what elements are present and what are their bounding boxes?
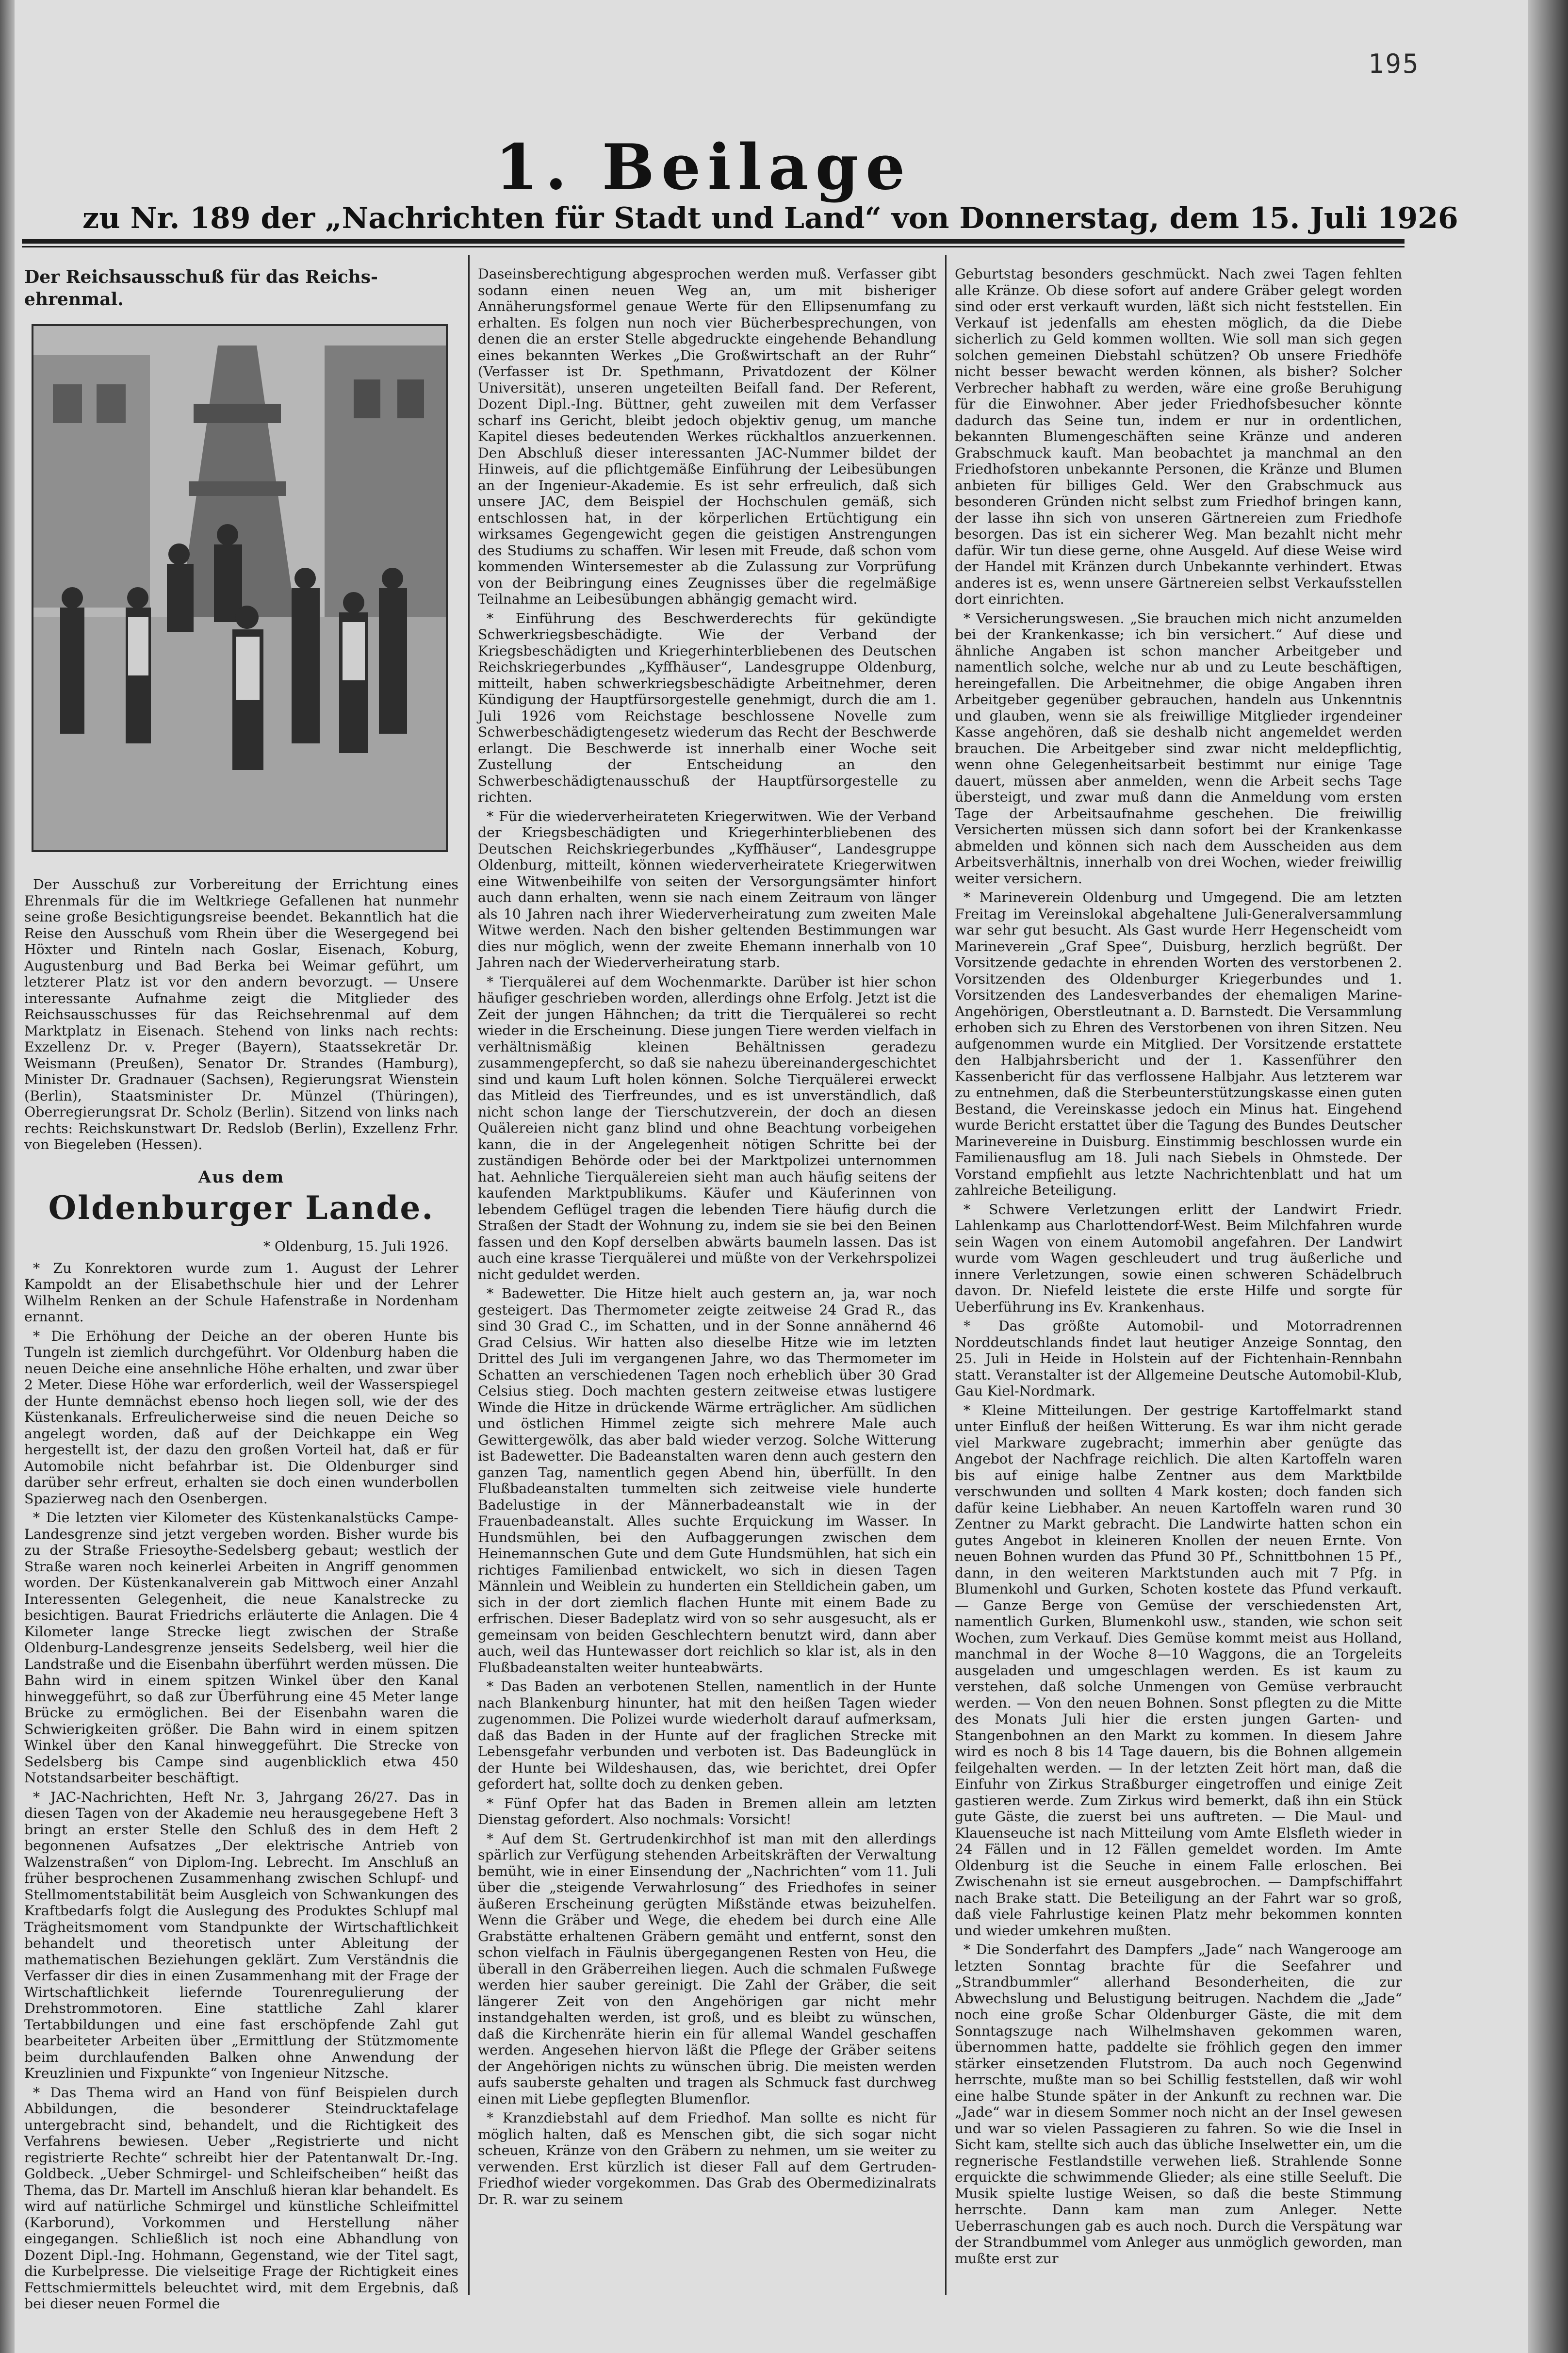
page-number: 195: [1368, 49, 1420, 79]
column-divider-1: [468, 255, 470, 2295]
article-headline-reichsehrenmal: Der Reichsausschuß für das Reichs-ehrenmal.: [24, 267, 378, 310]
masthead-rule-thin: [22, 246, 1405, 247]
news-item: * Das größte Automobil- und Motorradrennen Norddeutschlands findet laut heutiger Anzeige Sonntag, den 25. Juli in Heide in Holstein auf der Fichtenhain-Rennbahn statt. Veranstalter ist der Allgemeine Deutsche Automobil-Klub, Gau Kiel-Nordmark.: [955, 1318, 1402, 1399]
section-kicker: Aus dem: [198, 1167, 285, 1187]
news-item: * Schwere Verletzungen erlitt der Landwirt Friedr. Lahlenkamp aus Charlottendorf-West. Beim Milchfahren wurde sein Wagen von einem Automobil angefahren. Der Landwirt wurde vom Wagen geschleudert und trug äußerliche und innere Verletzungen, sowie einen schweren Schädelbruch davon. Dr. Niefeld leistete die erste Hilfe und sorgte für Ueberführung ins Ev. Krankenhaus.: [955, 1201, 1402, 1315]
masthead-title: 1. Beilage: [495, 131, 912, 204]
photo-image: [33, 326, 446, 850]
news-item: * Das Baden an verbotenen Stellen, namentlich in der Hunte nach Blankenburg hinunter, hat mit den heißen Tagen wieder zugenommen. Die Polizei wurde wiederholt darauf aufmerksam, daß das Baden in der Hunte auf der fraglichen Strecke mit Lebensgefahr verbunden und verboten ist. Das Badeunglück in der Hunte bei Wildeshausen, das, wie berichtet, drei Opfer gefordert hat, sollte doch zu denken geben.: [478, 1678, 936, 1792]
masthead-subtitle: zu Nr. 189 der „Nachrichten für Stadt und Land“ von Donnerstag, dem 15. Juli 1926: [82, 201, 1458, 235]
news-item: * Das Thema wird an Hand von fünf Beispielen durch Abbildungen, die besonderer Steindrucktafelage untergebracht sind, behandelt, und die Richtigkeit des Verfahrens bewiesen. Ueber „Registrierte und nicht registrierte Rechte“ schreibt hier der Patentanwalt Dr.-Ing. Goldbeck. „Ueber Schmirgel- und Schleifscheiben“ heißt das Thema, das Dr. Martell im Anschluß hieran klar behandelt. Es wird auf natürliche Schmirgel und künstliche Schleifmittel (Karborund), Vorkommen und Herstellung näher eingegangen. Schließlich ist noch eine Abhandlung von Dozent Dipl.-Ing. Hohmann, Gegenstand, wie der Titel sagt, die Kurbelpresse. Die vielseitige Frage der Richtigkeit eines Fettschmiermittels beleuchtet wird, mit dem Ergebnis, daß bei dieser neuen Formel die: [24, 2084, 458, 2312]
dateline: * Oldenburg, 15. Juli 1926.: [263, 1238, 449, 1254]
group-photo: [32, 324, 448, 852]
news-item: * Fünf Opfer hat das Baden in Bremen allein am letzten Dienstag gefordert. Also nochmals: Vorsicht!: [478, 1795, 936, 1827]
news-item: * Zu Konrektoren wurde zum 1. August der Lehrer Kampoldt an der Elisabethschule hier und der Lehrer Wilhelm Renken an der Schule Hafenstraße in Nordenham ernannt.: [24, 1260, 458, 1325]
news-item: * Die letzten vier Kilometer des Küstenkanalstücks Campe-Landesgrenze sind jetzt vergeben worden. Bisher wurde bis zu der Straße Friesoythe-Sedelsberg gebaut; westlich der Straße waren noch keinerlei Arbeiten in Angriff genommen worden. Der Küstenkanalverein gab Mittwoch einer Anzahl Interessenten Gelegenheit, die neue Kanalstrecke zu besichtigen. Baurat Friedrichs erläuterte die Anlagen. Die 4 Kilometer lange Strecke liegt zwischen der Straße Oldenburg-Landesgrenze jenseits Sedelsberg, weil hier die Landstraße und die Eisenbahn überführt werden müssen. Die Bahn wird in einem spitzen Winkel über den Kanal hinweggeführt, so daß zur Überführung eine 45 Meter lange Brücke zu ermöglichen. Bei der Eisenbahn waren die Schwierigkeiten größer. Die Bahn wird in einem spitzen Winkel über den Kanal hinweggeführt. Die Strecke von Sedelsberg bis Campe sind augenblicklich etwa 450 Notstandsarbeiter beschäftigt.: [24, 1510, 458, 1786]
news-item: * Versicherungswesen. „Sie brauchen mich nicht anzumelden bei der Krankenkasse; ich bin versichert.“ Auf diese und ähnliche Angaben ist schon mancher Arbeitgeber und namentlich solche, welche nur ab und zu Leute beschäftigen, hereingefallen. Die Arbeitnehmer, die obige Angaben ihren Arbeitgeber gegenüber gebrauchen, handeln aus Unkenntnis und glauben, wenn sie als freiwillige Mitglieder irgendeiner Kasse angehören, daß sie deshalb nicht angemeldet werden brauchen. Die Arbeitgeber sind zwar nicht meldepflichtig, wenn ohne Gelegenheitsarbeit bestimmt nur einige Tage dauert, müssen aber anmelden, wenn die Arbeit sechs Tage übersteigt, und zwar muß dann die Anmeldung vom ersten Tage der Arbeitsaufnahme geschehen. Die freiwillig Versicherten müssen sich dann sofort bei der Krankenkasse abmelden und können sich nach dem Ausscheiden aus dem Arbeitsverhältnis, innerhalb von drei Wochen, wieder freiwillig weiter versichern.: [955, 610, 1402, 887]
news-item: * Auf dem St. Gertrudenkirchhof ist man mit den allerdings spärlich zur Verfügung stehenden Arbeitskräften der Verwaltung bemüht, wie in einer Einsendung der „Nachrichten“ vom 11. Juli über die „steigende Verwahrlosung“ des Friedhofes in seiner äußeren Erscheinung gerügten Mißstände etwas beizuhelfen. Wenn die Gräber und Wege, die ehedem bei durch eine Alle Grabstätte erhaltenen Gräbern gemäht und entfernt, sonst den schon vielfach in Fäulnis übergegangenen Resten von Heu, die überall in den Gräberreihen liegen. Auch die schmalen Fußwege werden hier sauber gereinigt. Die Zahl der Gräber, die seit längerer Zeit von den Angehörigen gar nicht mehr instandgehalten werden, ist groß, und es bleibt zu wünschen, daß die Kirchenräte hierin ein für allemal Wandel geschaffen werden. Angesehen hiervon läßt die Pflege der Gräber seitens der Angehörigen nichts zu wünschen übrig. Die meisten werden aufs sauberste gehalten und tragen als Schmuck fast durchweg einen mit Liebe gepflegten Blumenflor.: [478, 1830, 936, 2107]
news-item: * Badewetter. Die Hitze hielt auch gestern an, ja, war noch gesteigert. Das Thermometer zeigte zeitweise 24 Grad R., das sind 30 Grad C., im Schatten, und in der Sonne annähernd 46 Grad Celsius. Wir hatten also dieselbe Hitze wie im letzten Drittel des Juli im vergangenen Jahre, wo das Thermometer im Schatten an verschiedenen Tagen noch erheblich über 30 Grad Celsius stieg. Doch machten gestern zeitweise etwas lustigere Winde die Hitze in drückende Wärme erträglicher. Am südlichen und östlichen Himmel zeigte sich mehrere Male auch Gewittergewölk, das aber bald wieder verzog. Solche Witterung ist Badewetter. Die Badeanstalten waren denn auch gestern den ganzen Tag, namentlich gegen Abend hin, überfüllt. In den Flußbadeanstalten tummelten sich zeitweise viele hunderte Badelustige in der Männerbadeanstalt wie in der Frauenbadeanstalt. Alles suchte Erquickung im Wasser. In Hundsmühlen, bei den Aufbaggerungen zwischen dem Heinemannschen Gute und dem Gute Hundsmühlen, hat sich ein richtiges Familienbad entwickelt, wo sich in diesen Tagen Männlein und Weiblein zu hunderten ein Stelldichein gaben, um sich in der dort ziemlich flachen Hunte mit einem Bade zu erfrischen. Dieser Badeplatz wird von so sehr ausgesucht, als er gemeinsam von beiden Geschlechtern benutzt wird, dann aber auch, weil das Huntewasser dort reichlich so klar ist, als in den Flußbadeanstalten weiter hunteabwärts.: [478, 1285, 936, 1676]
news-item: * Einführung des Beschwerderechts für gekündigte Schwerkriegsbeschädigte. Wie der Verband der Kriegsbeschädigten und Kriegerhinterbliebenen des Deutschen Reichskriegerbundes „Kyffhäuser“, Landesgruppe Oldenburg, mitteilt, haben schwerkriegsbeschädigte Arbeitnehmer, deren Kündigung der Hauptfürsorgestelle genehmigt, durch die am 1. Juli 1926 vom Reichstage beschlossene Novelle zum Schwerbeschädigtengesetz wiederum das Recht der Beschwerde erlangt. Die Beschwerde ist innerhalb einer Woche seit Zustellung der Entscheidung an den Schwerbeschädigtenausschuß der Hauptfürsorgestelle zu richten.: [478, 610, 936, 805]
column-2: [478, 266, 936, 2294]
news-item: * Die Sonderfahrt des Dampfers „Jade“ nach Wangerooge am letzten Sonntag brachte für die Seefahrer und „Strandbummler“ allerhand Besonderheiten, die zur Abwechslung und Belustigung beitrugen. Nachdem die „Jade“ noch eine große Schar Oldenburger Gäste, die mit dem Sonntagszuge nach Wilhelmshaven gekommen waren, übernommen hatte, paddelte sie fröhlich gegen den immer stärker einsetzenden Flutstrom. Da auch noch Gegenwind herrschte, mußte man so bei Schillig feststellen, daß wir wohl eine halbe Stunde später in der Ankunft zu rechnen war. Die „Jade“ war in diesem Sommer noch nicht an der Insel gewesen und war so vielen Passagieren zu fahren. So wie die Insel in Sicht kam, stellte sich auch das übliche Inselwetter ein, um die regnerische Festlandstille verwehen ließ. Strahlende Sonne erquickte die schwimmende Glieder; als eine stille Seeluft. Die Musik spielte lustige Weisen, so daß die beste Stimmung herrschte. Dann kam man zum Anleger. Nette Ueberraschungen gab es auch noch. Durch die Verspätung war der Strandbummel vom Anleger aus unmöglich geworden, man mußte erst zur: [955, 1942, 1402, 2267]
news-item: Geburtstag besonders geschmückt. Nach zwei Tagen fehlten alle Kränze. Ob diese sofort auf andere Gräber gelegt worden sind oder erst verkauft wurden, läßt sich nicht feststellen. Ein Verkauf ist jedenfalls am ehesten möglich, da die Diebe sicherlich zu Geld kommen wollten. Wie soll man sich gegen solchen gemeinen Diebstahl schützen? Ob unsere Friedhöfe nicht besser bewacht werden können, als bisher? Solcher Verbrecher habhaft zu werden, wäre eine große Beruhigung für die Einwohner. Aber jeder Friedhofsbesucher könnte dadurch das Seine tun, indem er nur in ordentlichen, bekannten Blumengeschäften seine Kränze und anderen Grabschmuck kauft. Man beobachtet ja manchmal an den Friedhofstoren unbekannte Personen, die Kränze und Blumen anbieten für billiges Geld. Wer den Grabschmuck aus besonderen Gründen nicht selbst zum Friedhof bringen kann, der lasse ihn sich von unseren Gärtnereien zum Friedhofe besorgen. Das ist ein sicherer Weg. Man bezahlt nicht mehr dafür. Wir tun diese gerne, ohne Ausgeld. Auf diese Weise wird der Handel mit Kränzen durch Unbekannte verhindert. Etwas anderes ist es, wenn unsere Gärtnereien selbst Verkaufsstellen dort einrichten.: [955, 266, 1402, 607]
page-right-edge-shadow: [1528, 0, 1568, 2353]
news-item: * Marineverein Oldenburg und Umgegend. Die am letzten Freitag im Vereinslokal abgehaltene Juli-Generalversammlung war sehr gut besucht. Als Gast wurde Herr Hegenscheidt vom Marineverein „Graf Spee“, Duisburg, herzlich begrüßt. Der Vorsitzende gedachte in ehrenden Worten des verstorbenen 2. Vorsitzenden des Oldenburger Kriegerbundes und 1. Vorsitzenden des Landesverbandes der ehemaligen Marine-Angehörigen, Oberstleutnant a. D. Barnstedt. Die Versammlung erhoben sich zu Ehren des Verstorbenen von ihren Sitzen. Neu aufgenommen wurde ein Mitglied. Der Vorsitzende erstattete den Halbjahrsbericht und der 1. Kassenführer den Kassenbericht für das verflossene Halbjahr. Aus letzterem war zu entnehmen, daß die Sterbeunterstützungskasse einen guten Bestand, die Vereinskasse jedoch ein Minus hat. Eingehend wurde Bericht erstattet über die Tagung des Bundes Deutscher Marinevereine in Duisburg. Einstimmig beschlossen wurde ein Familienausflug am 18. Juli nach Siebels in Ohmstede. Der Vorstand empfiehlt aus letzte Nachrichtenblatt und hat um zahlreiche Beteiligung.: [955, 889, 1402, 1198]
news-item: Daseinsberechtigung abgesprochen werden muß. Verfasser gibt sodann einen neuen Weg an, um mit bisheriger Annäherungsformel genaue Werte für den Ellipsenumfang zu erhalten. Es folgen nun noch vier Bücherbesprechungen, von denen die an erster Stelle abgedruckte eingehende Behandlung eines bekannten Werkes „Die Großwirtschaft an der Ruhr“ (Verfasser ist Dr. Spethmann, Privatdozent der Kölner Universität), unseren ungeteilten Beifall fand. Der Referent, Dozent Dipl.-Ing. Büttner, geht zuweilen mit dem Verfasser scharf ins Gericht, bleibt jedoch objektiv genug, um manche Kapitel dieses bedeutenden Werkes rückhaltlos anzuerkennen. Den Abschluß dieser interessanten JAC-Nummer bildet der Hinweis, auf die pflichtgemäße Einführung der Leibesübungen an der Ingenieur-Akademie. Es ist sehr erfreulich, daß sich unsere JAC, dem Beispiel der Hochschulen gemäß, sich entschlossen hat, in der körperlichen Ertüchtigung ein wirksames Gegengewicht gegen die geistigen Anstrengungen des Studiums zu schaffen. Wir lesen mit Freude, daß schon vom kommenden Wintersemester ab die Zulassung zur Vorprüfung von der Beibringung eines Zeugnisses über die regelmäßige Teilnahme an Leibesübungen abhängig gemacht wird.: [478, 266, 936, 607]
news-item: * Kranzdiebstahl auf dem Friedhof. Man sollte es nicht für möglich halten, daß es Menschen gibt, die sich sogar nicht scheuen, Kränze von den Gräbern zu nehmen, um sie weiter zu verwenden. Erst kürzlich ist dieser Fall auf dem Gertruden-Friedhof wieder vorgekommen. Das Grab des Obermedizinalrats Dr. R. war zu seinem: [478, 2110, 936, 2207]
news-item: * Tierquälerei auf dem Wochenmarkte. Darüber ist hier schon häufiger geschrieben worden, allerdings ohne Erfolg. Jetzt ist die Zeit der jungen Hähnchen; da tritt die Tierquälerei so recht wieder in die Erscheinung. Diese jungen Tiere werden vielfach in verhältnismäßig kleinen Behältnissen geradezu zusammengepfercht, so daß sie nahezu übereinandergeschichtet sind und kaum Luft holen können. Solche Tierquälerei erweckt das Mitleid des Tierfreundes, und es ist unverständlich, daß nicht schon lange der Tierschutzverein, der doch an diesen Quälereien nicht ganz blind und ohne Beachtung vorbeigehen kann, die in der Angelegenheit nötigen Schritte bei der zuständigen Behörde oder bei der Marktpolizei unternommen hat. Aehnliche Tierquälereien sieht man auch häufig seitens der kaufenden Marktpublikums. Käufer und Käuferinnen von lebendem Geflügel tragen die lebenden Tiere häufig durch die Straßen der Stadt der Wohnung zu, indem sie sie bei den Beinen fassen und den Kopf derselben abwärts baumeln lassen. Das ist auch eine krasse Tierquälerei und müßte von der Verkehrspolizei nicht geduldet werden.: [478, 973, 936, 1283]
news-item: * Für die wiederverheirateten Kriegerwitwen. Wie der Verband der Kriegsbeschädigten und Kriegerhinterbliebenen des Deutschen Reichskriegerbundes „Kyffhäuser“, Landesgruppe Oldenburg, mitteilt, können wiederverheiratete Kriegerwitwen eine Witwenbeihilfe von seiten der Versorgungsämter hinfort auch dann erhalten, wenn sie nach einem Zeitraum von länger als 10 Jahren nach ihrer Wiederverheiratung zum zweiten Male Witwe werden. Nach den bisher geltenden Bestimmungen war dies nur möglich, wenn der zweite Ehemann innerhalb von 10 Jahren nach der Wiederverheiratung starb.: [478, 808, 936, 971]
page-binding-shadow: [0, 0, 15, 2353]
news-item: * Die Erhöhung der Deiche an der oberen Hunte bis Tungeln ist ziemlich durchgeführt. Vor Oldenburg haben die neuen Deiche eine ansehnliche Höhe erhalten, und zwar über 2 Meter. Diese Höhe war erforderlich, weil der Wasserspiegel der Hunte demnächst ebenso hoch liegen soll, wie der des Küstenkanals. Erfreulicherweise sind die neuen Deiche so angelegt worden, daß auf der Deichkappe ein Weg hergestellt ist, der dazu den großen Vorteil hat, daß er für Automobile nicht befahrbar ist. Die Oldenburger sind darüber sehr erfreut, erhalten sie doch einen wunderbollen Spazierweg nach den Osenbergen.: [24, 1328, 458, 1507]
column-3: [955, 266, 1402, 2294]
news-item: * JAC-Nachrichten, Heft Nr. 3, Jahrgang 26/27. Das in diesen Tagen von der Akademie neu herausgegebene Heft 3 bringt an erster Stelle den Schluß des in dem Heft 2 begonnenen Aufsatzes „Der elektrische Antrieb von Walzenstraßen“ von Diplom-Ing. Lebrecht. Im Anschluß an früher besprochenen Zusammenhang zwischen Schlupf- und Stellmomentstabilität beim Ausgleich von Schwankungen des Kraftbedarfs folgt die Auslegung des Produktes Schlupf mal Trägheitsmoment vom Standpunkte der Wirtschaftlichkeit behandelt und theoretisch unter Ableitung der mathematischen Beziehungen geklärt. Zum Verständnis die Verfasser dir dies in einen Zusammenhang mit der Frage der Wirtschaftlichkeit liefernde Tourenregulierung der Drehstrommotoren. Eine stattliche Zahl klarer Tertabbildungen und eine fast erschöpfende Zahl gut bearbeiteter Arbeiten über „Ermittlung der Stützmomente beim durchlaufenden Balken ohne Anwendung der Kreuzlinien und Fixpunkte“ von Ingenieur Nitzsche.: [24, 1789, 458, 2081]
column-divider-2: [945, 255, 947, 2295]
masthead-rule: [22, 239, 1405, 244]
column-1: [24, 266, 458, 2312]
news-item: * Kleine Mitteilungen. Der gestrige Kartoffelmarkt stand unter Einfluß der heißen Witterung. Es war ihm nicht gerade viel Markware zugebracht; immerhin aber genügte das Angebot der Nachfrage reichlich. Die alten Kartoffeln waren bis auf einige halbe Zentner aus dem Marktbilde verschwunden und sollten 4 Mark kosten; doch fanden sich dafür keine Liebhaber. An neuen Kartoffeln waren rund 30 Zentner zu Markt gebracht. Die Landwirte hatten schon ein gutes Angebot in kleineren Knollen der neuen Ernte. Von neuen Bohnen wurden das Pfund 30 Pf., Schnittbohnen 15 Pf., dann, in den weiteren Marktstunden auch mit 7 Pfg. in Blumenkohl und Gurken, Schoten kostete das Pfund verkauft. — Ganze Berge von Gemüse der verschiedensten Art, namentlich Gurken, Blumenkohl usw., standen, wie schon seit Wochen, zum Verkauf. Dies Gemüse kommt meist aus Holland, manchmal in der Woche 8—10 Waggons, die an Torgeleits ausgeladen und umgeschlagen werden. Es ist kaum zu verstehen, daß solche Unmengen von Gemüse verbraucht werden. — Von den neuen Bohnen. Sonst pflegten zu die Mitte des Monats Juli hier die ersten jungen Garten- und Stangenbohnen an den Markt zu kommen. In diesem Jahre wird es noch 8 bis 14 Tage dauern, bis die Bohnen allgemein feilgehalten werden. — In der letzten Zeit hört man, daß die Einfuhr von Zirkus Straßburger eingetroffen und einige Zeit gastieren werde. Zum Zirkus wird bemerkt, daß ihn ein Stück gute Gäste, die zuerst bei uns auftreten. — Die Maul- und Klauenseuche ist nach Mitteilung vom Amte Elsfleth wieder in 24 Fällen und in 12 Fällen gemeldet worden. Im Amte Oldenburg ist die Seuche in einem Falle erloschen. Bei Zwischenahn ist sie erneut ausgebrochen. — Dampfschiffahrt nach Brake statt. Die Beteiligung an der Fahrt war so groß, daß viele Fahrlustige keinen Platz mehr bekommen konnten und wieder umkehren mußten.: [955, 1402, 1402, 1939]
section-title: Oldenburger Lande.: [48, 1188, 435, 1227]
photo-caption: Der Ausschuß zur Vorbereitung der Errichtung eines Ehrenmals für die im Weltkriege Gefallenen hat nunmehr seine große Besichtigungsreise beendet. Bekanntlich hat die Reise den Ausschuß vom Rhein über die Wesergegend bei Höxter und Rinteln nach Goslar, Eisenach, Koburg, Augustenburg und Bad Berka bei Weimar geführt, um letzterer Platz ist vor den andern bevorzugt. — Unsere interessante Aufnahme zeigt die Mitglieder des Reichsausschusses für das Reichsehrenmal auf dem Marktplatz in Eisenach. Stehend von links nach rechts: Exzellenz Dr. v. Preger (Bayern), Staatssekretär Dr. Weismann (Preußen), Senator Dr. Strandes (Hamburg), Minister Dr. Gradnauer (Sachsen), Regierungsrat Wienstein (Berlin), Staatsminister Dr. Münzel (Thüringen), Oberregierungsrat Dr. Scholz (Berlin). Sitzend von links nach rechts: Reichskunstwart Dr. Redslob (Berlin), Exzellenz Frhr. von Biegeleben (Hessen).: [24, 876, 458, 1152]
